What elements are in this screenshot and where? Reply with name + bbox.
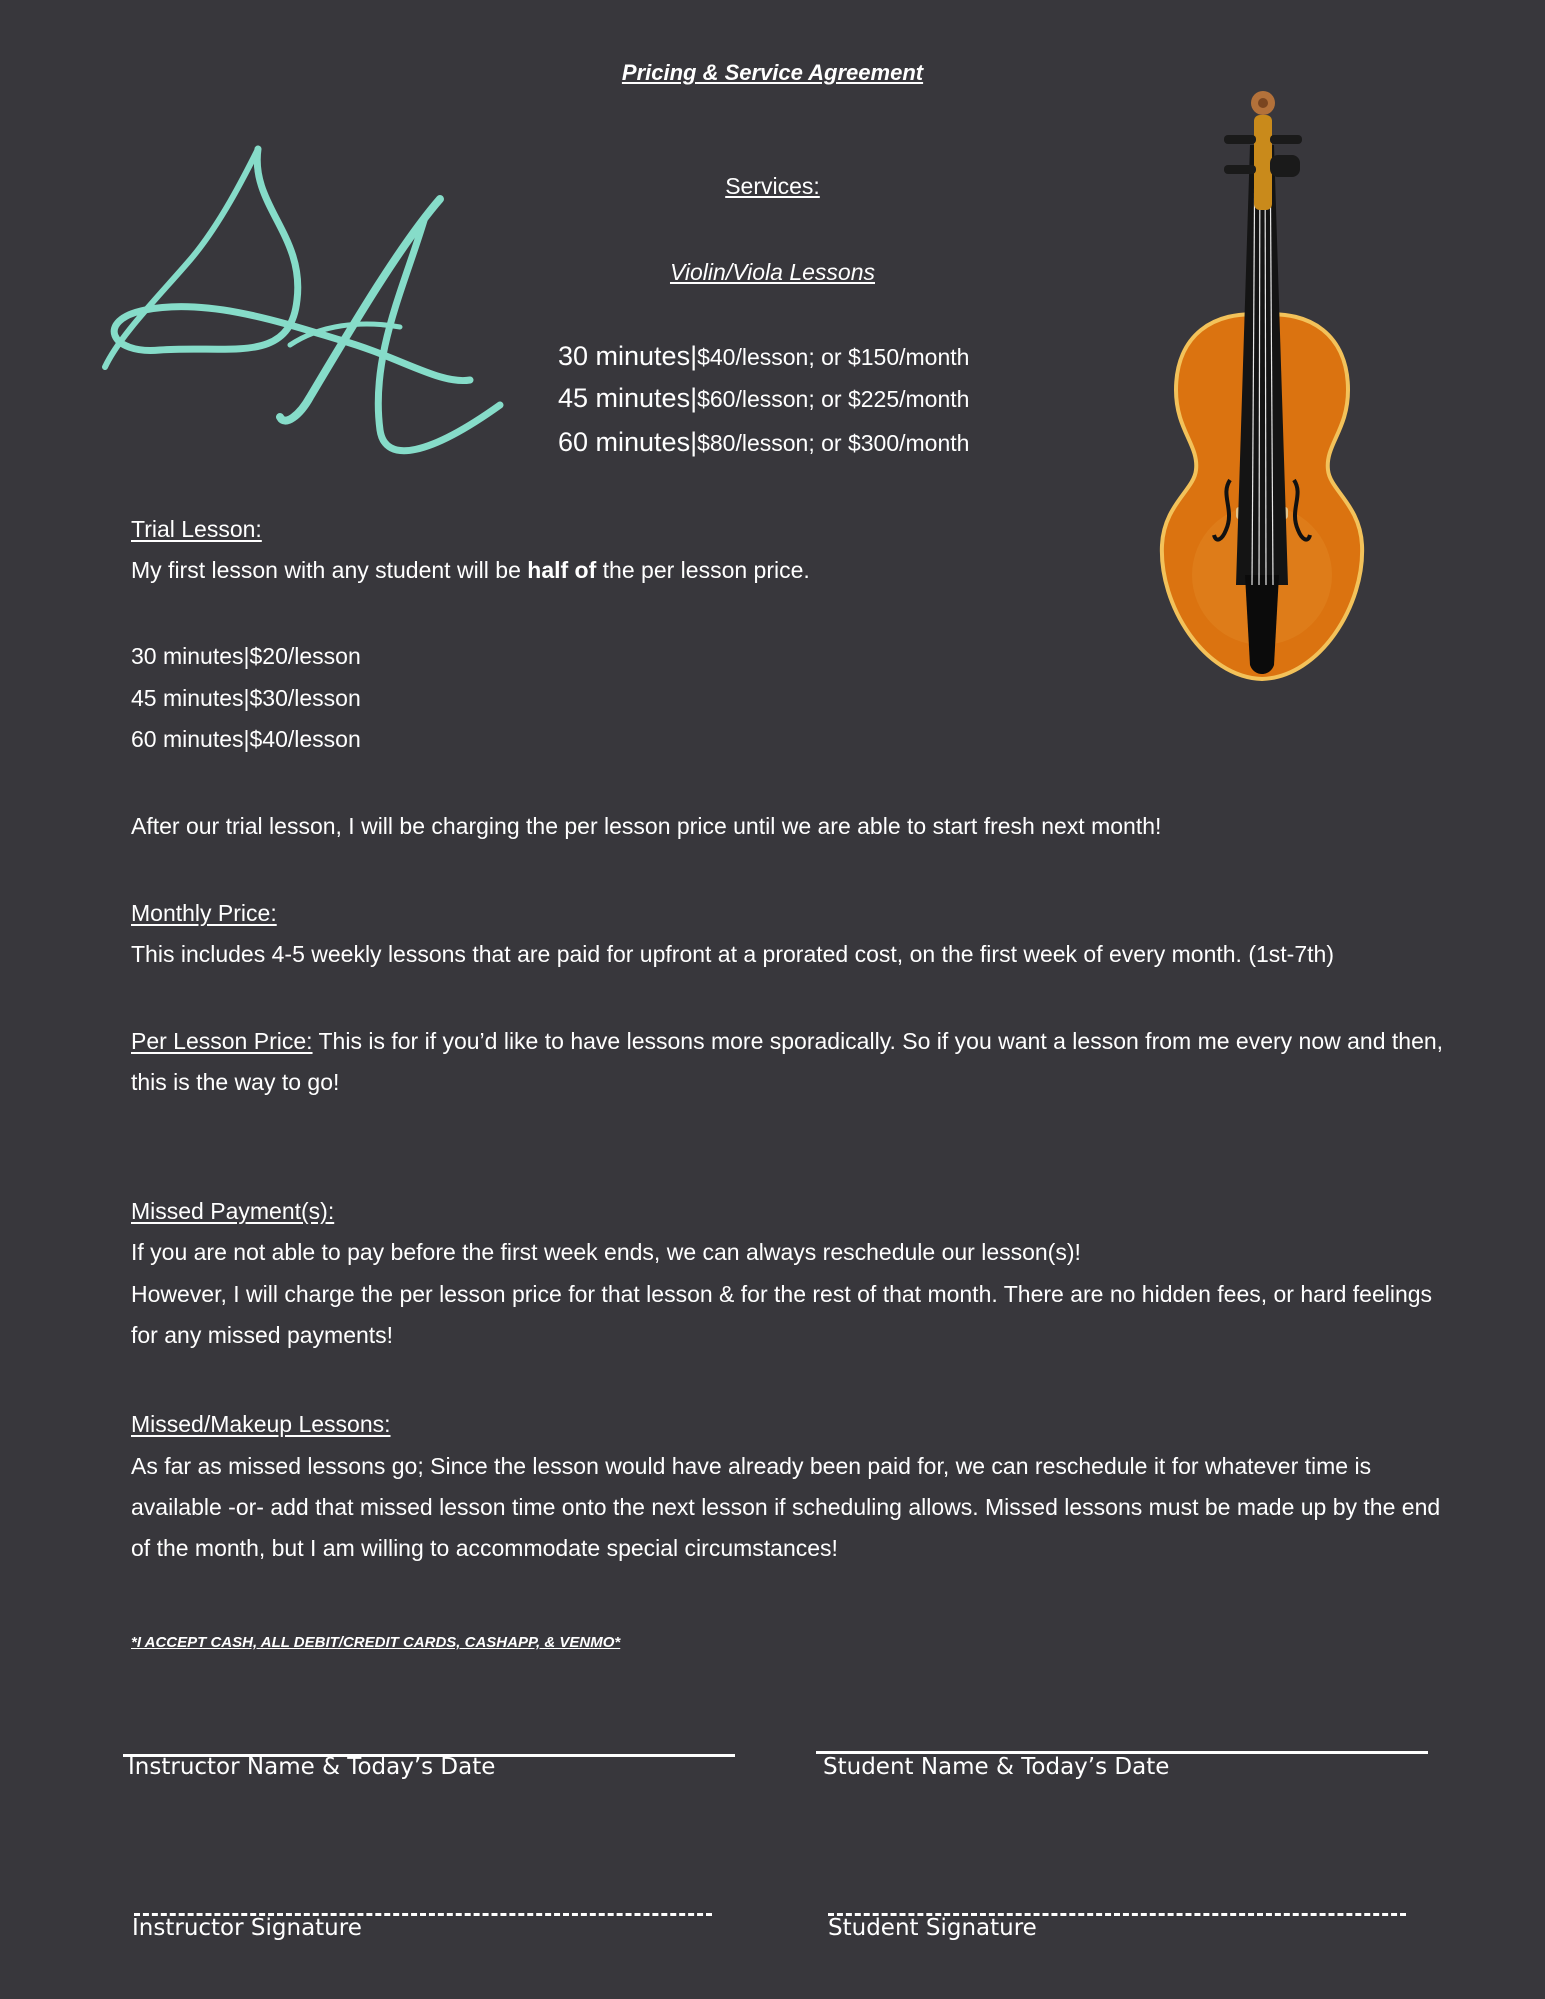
monthly-price-heading: Monthly Price: bbox=[131, 900, 277, 926]
trial-rate: 30 minutes|$20/lesson bbox=[131, 643, 361, 669]
trial-after-text: After our trial lesson, I will be charging the per lesson price until we are able to start fresh next month! bbox=[131, 813, 1162, 839]
missed-payment-text-2: However, I will charge the per lesson price for that lesson & for the rest of that month. There are no hidden fees, or hard feelings for any missed payments! bbox=[131, 1281, 1433, 1348]
rate-duration: 45 minutes| bbox=[558, 383, 698, 413]
services-subheading: Violin/Viola Lessons bbox=[669, 259, 875, 285]
rate-duration: 30 minutes| bbox=[558, 341, 698, 371]
instructor-name-date-label: Instructor Name & Today’s Date bbox=[128, 1754, 496, 1780]
monthly-price-text: This includes 4-5 weekly lessons that are paid for upfront at a prorated cost, on the first week of every month. (1st-7th) bbox=[131, 941, 1334, 967]
trial-rate: 45 minutes|$30/lesson bbox=[131, 685, 361, 711]
trial-intro-end: the per lesson price. bbox=[596, 557, 810, 583]
instructor-signature-label: Instructor Signature bbox=[132, 1915, 362, 1941]
student-signature-label: Student Signature bbox=[828, 1915, 1037, 1941]
trial-rate: 60 minutes|$40/lesson bbox=[131, 726, 361, 752]
rate-duration: 60 minutes| bbox=[558, 427, 698, 457]
rate-price: $80/lesson; or $300/month bbox=[697, 430, 970, 456]
payment-methods-note: *I ACCEPT CASH, ALL DEBIT/CREDIT CARDS, CASHAPP, & VENMO* bbox=[131, 1634, 621, 1651]
per-lesson-text: This is for if you’d like to have lessons more sporadically. So if you want a lesson from me every now and then, this is the way to go! bbox=[131, 1028, 1444, 1095]
rate-price: $40/lesson; or $150/month bbox=[697, 344, 970, 370]
service-rate-row bbox=[558, 343, 969, 370]
student-name-date-label: Student Name & Today’s Date bbox=[823, 1754, 1170, 1780]
violin-illustration bbox=[1150, 85, 1375, 685]
document-title: Pricing & Service Agreement bbox=[621, 60, 924, 85]
trial-lesson-intro bbox=[131, 559, 810, 582]
services-heading: Services: bbox=[725, 173, 820, 199]
per-lesson-heading: Per Lesson Price: bbox=[131, 1028, 313, 1054]
service-rate-row bbox=[558, 385, 969, 412]
rate-price: $60/lesson; or $225/month bbox=[697, 386, 970, 412]
trial-intro-start: My first lesson with any student will be bbox=[131, 557, 528, 583]
service-rate-row bbox=[558, 429, 969, 456]
missed-payment-text-1: If you are not able to pay before the first week ends, we can always reschedule our lesson(s)! bbox=[131, 1239, 1081, 1265]
missed-lessons-text: As far as missed lessons go; Since the lesson would have already been paid for, we can reschedule it for whatever time is available -or- add that missed lesson time onto the next lesson if scheduling allows. Missed lessons must be made up by the end of the month, but I am willing to accommodate special circumstances! bbox=[131, 1453, 1441, 1561]
missed-payment-heading: Missed Payment(s): bbox=[131, 1198, 335, 1224]
trial-lesson-heading: Trial Lesson: bbox=[131, 516, 262, 542]
per-lesson-paragraph bbox=[131, 1021, 1451, 1103]
trial-intro-bold: half of bbox=[527, 557, 597, 583]
missed-lessons-heading: Missed/Makeup Lessons: bbox=[131, 1411, 391, 1437]
